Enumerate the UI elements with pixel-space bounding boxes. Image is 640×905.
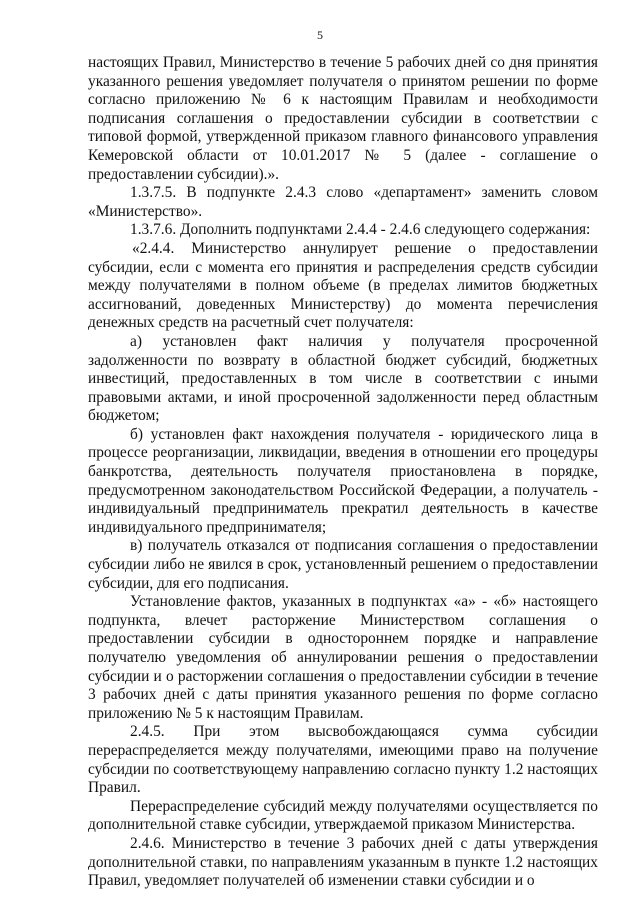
paragraph-2-4-5: 2.4.5. При этом высвобождающаяся сумма субсидии перераспределяется между получателями, имеющими право на получение субсидии по соответствующему направлению согласно пункту 1.2 настоящих Правил. [88, 723, 598, 797]
paragraph-facts-consequence: Установление фактов, указанных в подпунктах «а» - «б» настоящего подпункта, влечет расторжение Министерством соглашения о предоставлении субсидии в одностороннем порядке и направление получателю уведомления об аннулировании решения о предоставлении субсидии и о расторжении соглашения о предоставлении субсидии в течение 3 рабочих дней с даты принятия указанного решения по форме согласно приложению № 5 к настоящим Правилам. [88, 593, 598, 722]
paragraph-subitem-b: б) установлен факт нахождения получателя - юридического лица в процессе реорганизации, ликвидации, введения в отношении его процедуры банкротства, деятельность получателя приостановлена в порядке, предусмотренном законодательством Российской Федерации, а получатель - индивидуальный предприниматель прекратил деятельность в качестве индивидуального предпринимателя; [88, 425, 598, 536]
paragraph-2-4-4: «2.4.4. Министерство аннулирует решение о предоставлении субсидии, если с момента его принятия и распределения средств субсидии между получателями в полном объеме (в пределах лимитов бюджетных ассигнований, доведенных Министерству) до момента перечисления денежных средств на расчетный счет получателя: [88, 239, 598, 332]
paragraph-redistribution: Перераспределение субсидий между получателями осуществляется по дополнительной ставке субсидии, утверждаемой приказом Министерства. [88, 797, 598, 834]
paragraph-1-3-7-6: 1.3.7.6. Дополнить подпунктами 2.4.4 - 2.4.6 следующего содержания: [130, 221, 591, 239]
document-body [88, 54, 598, 891]
paragraph-continuation: настоящих Правил, Министерство в течение 5 рабочих дней со дня принятия указанного решения уведомляет получателя о принятом решении по форме согласно приложению № 6 к настоящим Правилам и необходимости подписания соглашения о предоставлении субсидии в соответствии с типовой формой, утвержденной приказом главного финансового управления Кемеровской области от 10.01.2017 № 5 (далее - соглашение о предоставлении субсидии).». [88, 54, 598, 183]
paragraph-1-3-7-5: 1.3.7.5. В подпункте 2.4.3 слово «департамент» заменить словом «Министерство». [88, 184, 598, 220]
page-number: 5 [317, 28, 323, 42]
paragraph-2-4-6: 2.4.6. Министерство в течение 3 рабочих дней с даты утверждения дополнительной ставки, по направлениям указанным в пункте 1.2 настоящих Правил, уведомляет получателей об изменении ставки субсидии и о [88, 834, 598, 890]
paragraph-subitem-v: в) получатель отказался от подписания соглашения о предоставлении субсидии либо не явился в срок, установленный решением о предоставлении субсидии, для его подписания. [88, 537, 598, 592]
paragraph-subitem-a: а) установлен факт наличия у получателя просроченной задолженности по возврату в областной бюджет субсидий, бюджетных инвестиций, предоставленных в том числе в соответствии с иными правовыми актами, и иной просроченной задолженности перед областным бюджетом; [88, 332, 598, 425]
